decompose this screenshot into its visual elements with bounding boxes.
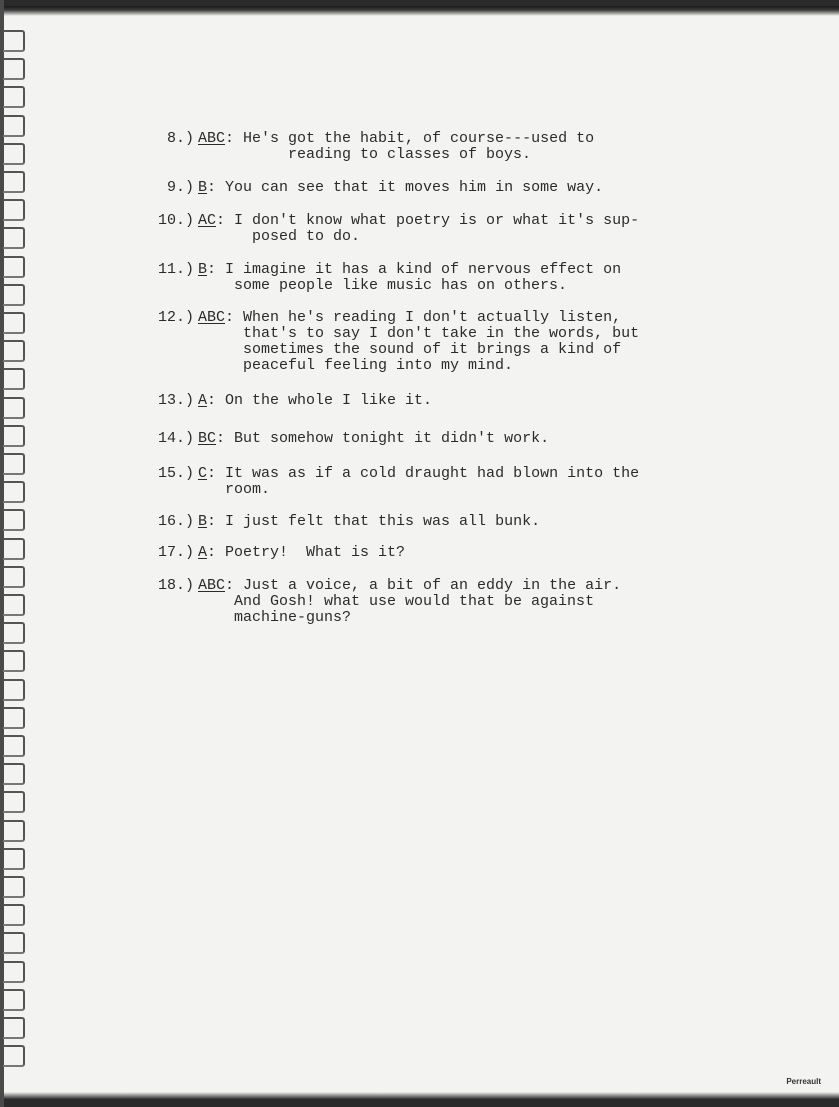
line-first: : On the whole I like it. <box>207 392 433 409</box>
speaker-tag: C <box>198 465 208 482</box>
line-continuation: reading to classes of boys. <box>198 146 532 163</box>
speaker-tag: A <box>198 392 208 409</box>
line-number: 14.) <box>157 430 194 447</box>
speaker-tag: B <box>198 513 208 530</box>
page-top-shadow <box>0 6 839 16</box>
line-number: 15.) <box>157 465 194 482</box>
line-text <box>198 578 621 626</box>
line-continuation: some people like music has on others. <box>198 277 568 294</box>
speaker-tag: ABC <box>198 577 226 594</box>
line-text <box>198 131 594 163</box>
speaker-tag: A <box>198 544 208 561</box>
line-first: : Poetry! What is it? <box>207 544 406 561</box>
line-first: : He's got the habit, of course---used to <box>225 130 595 147</box>
speaker-tag: B <box>198 179 208 196</box>
line-first: : I just felt that this was all bunk. <box>207 513 541 530</box>
line-first: : I imagine it has a kind of nervous effect on <box>207 261 622 278</box>
page-bottom-shadow <box>0 1092 839 1100</box>
line-first: : I don't know what poetry is or what it's sup- <box>216 212 640 229</box>
line-first: : It was as if a cold draught had blown into the <box>207 465 640 482</box>
line-continuation: that's to say I don't take in the words, but <box>198 325 640 342</box>
line-text <box>198 545 405 561</box>
line-continuation: And Gosh! what use would that be against <box>198 593 595 610</box>
line-first: : You can see that it moves him in some way. <box>207 179 604 196</box>
line-text <box>198 262 621 294</box>
line-first: : When he's reading I don't actually listen, <box>225 309 622 326</box>
line-continuation: sometimes the sound of it brings a kind of <box>198 341 622 358</box>
line-number: 10.) <box>157 212 194 229</box>
speaker-tag: AC <box>198 212 217 229</box>
line-text <box>198 393 432 409</box>
line-first: : But somehow tonight it didn't work. <box>216 430 550 447</box>
line-number: 9.) <box>166 179 194 196</box>
line-number: 17.) <box>157 544 194 561</box>
speaker-tag: ABC <box>198 130 226 147</box>
line-text <box>198 310 639 374</box>
line-text <box>198 466 639 498</box>
line-text <box>198 431 549 447</box>
line-text <box>198 180 603 196</box>
line-number: 12.) <box>157 309 194 326</box>
line-number: 18.) <box>157 577 194 594</box>
line-continuation: posed to do. <box>198 228 361 245</box>
document-page <box>0 6 839 1100</box>
line-continuation: peaceful feeling into my mind. <box>198 357 514 374</box>
photo-credit: Perreault <box>786 1077 821 1086</box>
speaker-tag: B <box>198 261 208 278</box>
speaker-tag: BC <box>198 430 217 447</box>
line-text <box>198 514 540 530</box>
line-continuation: room. <box>198 481 271 498</box>
line-number: 11.) <box>157 261 194 278</box>
line-number: 16.) <box>157 513 194 530</box>
line-continuation: machine-guns? <box>198 609 352 626</box>
speaker-tag: ABC <box>198 309 226 326</box>
line-number: 13.) <box>157 392 194 409</box>
line-text <box>198 213 639 245</box>
line-first: : Just a voice, a bit of an eddy in the air. <box>225 577 622 594</box>
line-number: 8.) <box>166 130 194 147</box>
